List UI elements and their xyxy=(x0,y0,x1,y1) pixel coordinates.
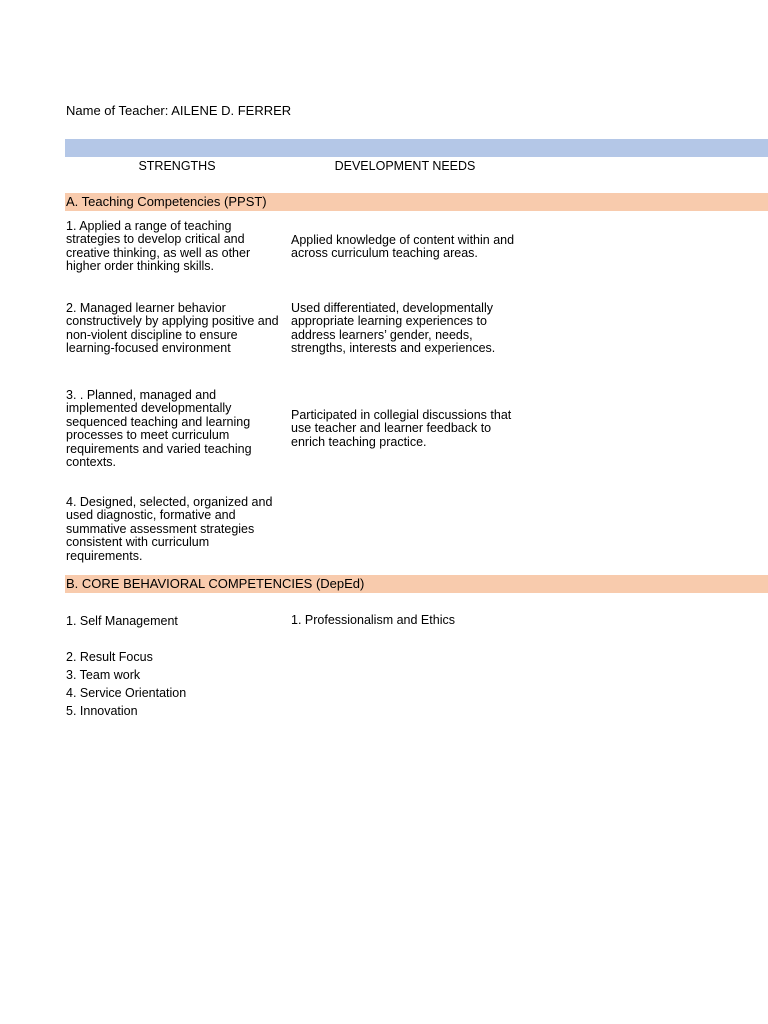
development-need-a2: Used differentiated, developmentally appropriate learning experiences to address learners’ gender, needs, strengths, interests and experiences. xyxy=(291,301,496,356)
teacher-name: Name of Teacher: AILENE D. FERRER xyxy=(66,103,292,118)
strengths-column-header: STRENGTHS xyxy=(138,159,216,173)
section-a-title: A. Teaching Competencies (PPST) xyxy=(66,194,267,209)
development-need-a1: Applied knowledge of content within and across curriculum teaching areas. xyxy=(291,233,515,261)
section-b-title: B. CORE BEHAVIORAL COMPETENCIES (DepEd) xyxy=(66,576,365,591)
strength-b3: 3. Team work xyxy=(66,668,141,682)
strength-b5: 5. Innovation xyxy=(66,704,138,718)
strength-b2: 2. Result Focus xyxy=(66,650,153,664)
development-needs-column-header: DEVELOPMENT NEEDS xyxy=(334,159,476,173)
development-need-b1: 1. Professionalism and Ethics xyxy=(291,613,455,627)
header-band xyxy=(65,139,768,157)
strength-a2: 2. Managed learner behavior constructively by applying positive and non-violent discipline to ensure learning-focused environment xyxy=(66,301,279,356)
strength-a1: 1. Applied a range of teaching strategies to develop critical and creative thinking, as well as other higher order thinking skills. xyxy=(66,219,251,274)
development-need-a3: Participated in collegial discussions that use teacher and learner feedback to enrich teaching practice. xyxy=(291,408,512,449)
strength-a3: 3. . Planned, managed and implemented developmentally sequenced teaching and learning processes to meet curriculum requirements and varied teaching contexts. xyxy=(66,388,252,470)
strength-b4: 4. Service Orientation xyxy=(66,686,187,700)
strength-b1: 1. Self Management xyxy=(66,614,178,628)
strength-a4: 4. Designed, selected, organized and used diagnostic, formative and summative assessment strategies consistent with curriculum requirements. xyxy=(66,495,273,563)
